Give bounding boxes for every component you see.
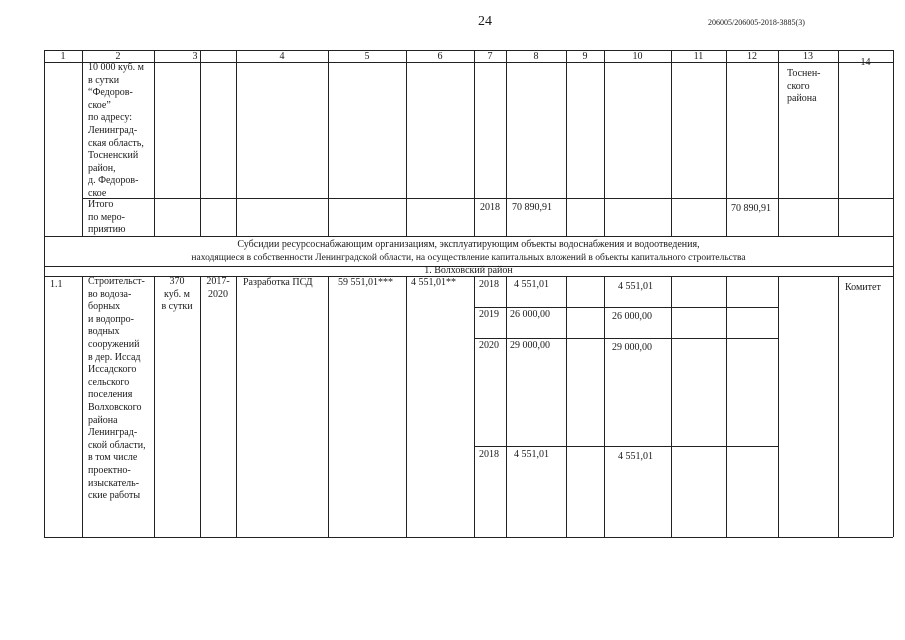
rule xyxy=(200,50,201,236)
row-number: 1.1 xyxy=(50,279,63,290)
page-number: 24 xyxy=(478,14,492,29)
rule xyxy=(604,50,605,236)
subrow-col10: 26 000,00 xyxy=(612,311,652,322)
subrow-year: 2019 xyxy=(479,309,499,320)
period: 2017- 2020 xyxy=(206,276,230,300)
subrow-year: 2020 xyxy=(479,340,499,351)
column-header: 2 xyxy=(115,51,121,62)
rule xyxy=(154,50,155,236)
total-col8: 70 890,91 xyxy=(512,202,552,213)
rule xyxy=(44,236,893,237)
rule xyxy=(82,198,893,199)
capacity: 370 куб. м в сутки xyxy=(161,276,193,313)
rule xyxy=(328,50,329,236)
rule xyxy=(82,276,83,537)
rule xyxy=(726,50,727,236)
rule xyxy=(604,276,605,537)
column-header: 6 xyxy=(437,51,443,62)
col6-value: 4 551,01** xyxy=(411,277,456,288)
rule xyxy=(566,276,567,537)
column-header: 8 xyxy=(533,51,539,62)
rule xyxy=(406,276,407,537)
subrow-col10: 29 000,00 xyxy=(612,342,652,353)
column-header: 10 xyxy=(632,51,643,62)
rule xyxy=(328,276,329,537)
total-year: 2018 xyxy=(480,202,500,213)
rule xyxy=(893,236,894,276)
rule xyxy=(200,276,201,537)
rule xyxy=(474,50,475,236)
column-header: 5 xyxy=(364,51,370,62)
total-col12: 70 890,91 xyxy=(731,203,771,214)
subrow-col8: 26 000,00 xyxy=(510,309,550,320)
rule xyxy=(893,276,894,537)
rule xyxy=(778,276,779,537)
rule xyxy=(406,50,407,236)
column-header: 14 xyxy=(860,57,871,68)
subrow-col8: 4 551,01 xyxy=(514,279,549,290)
rule xyxy=(44,537,893,538)
total-label: Итого по меро- приятию xyxy=(88,199,126,236)
subrow-year: 2018 xyxy=(479,449,499,460)
subsidy-title-line2: находящиеся в собственности Ленинградской области, на осуществление капитальных вложений в объекты капитального строительства xyxy=(191,253,746,263)
responsible: Комитет xyxy=(845,282,881,293)
subsidy-title-line1: Субсидии ресурсоснабжающим организациям, эксплуатирующим объекты водоснабжения и водоотведения, xyxy=(237,239,700,250)
district-heading: 1. Волховский район xyxy=(424,265,513,276)
rule xyxy=(236,50,237,236)
column-header: 12 xyxy=(747,51,757,62)
object-name-continued: 10 000 куб. м в сутки “Федоров- ское” по адресу: Ленинград- ская область, Тосненский район, д. Федоров- ское xyxy=(88,62,145,199)
rule xyxy=(838,50,839,236)
executor-continued: Тоснен- ского района xyxy=(787,68,821,105)
rule xyxy=(671,276,672,537)
total-cost: 59 551,01*** xyxy=(338,277,393,288)
column-header: 9 xyxy=(582,51,588,62)
rule xyxy=(893,50,894,236)
rule xyxy=(474,276,475,537)
subrow-col10: 4 551,01 xyxy=(618,451,653,462)
column-header: 4 xyxy=(279,51,285,62)
column-header: 13 xyxy=(803,51,813,62)
column-header: 1 xyxy=(60,51,66,62)
rule xyxy=(44,50,45,236)
subrow-col8: 4 551,01 xyxy=(514,449,549,460)
stage: Разработка ПСД xyxy=(243,277,313,288)
rule xyxy=(154,276,155,537)
column-header: 11 xyxy=(693,51,704,62)
rule xyxy=(506,276,507,537)
rule xyxy=(838,276,839,537)
rule xyxy=(474,446,778,447)
rule xyxy=(671,50,672,236)
rule xyxy=(726,276,727,537)
rule xyxy=(44,62,893,63)
rule xyxy=(506,50,507,236)
rule xyxy=(44,276,45,537)
rule xyxy=(474,307,778,308)
subrow-year: 2018 xyxy=(479,279,499,290)
rule xyxy=(82,50,83,236)
column-header: 7 xyxy=(487,51,493,62)
rule xyxy=(236,276,237,537)
document-code: 206005/206005-2018-3885(3) xyxy=(708,18,805,27)
column-header: 3 xyxy=(192,51,198,62)
rule xyxy=(474,338,778,339)
rule xyxy=(566,50,567,236)
object-name: Строительст- во водоза- борных и водопро- водных сооружений в дер. Иссад Иссадского сельского поселения Волховского района Ленинград- ской области, в том числе проектно- изыскатель- ские работы xyxy=(88,276,146,502)
subrow-col8: 29 000,00 xyxy=(510,340,550,351)
rule xyxy=(778,50,779,236)
subrow-col10: 4 551,01 xyxy=(618,281,653,292)
